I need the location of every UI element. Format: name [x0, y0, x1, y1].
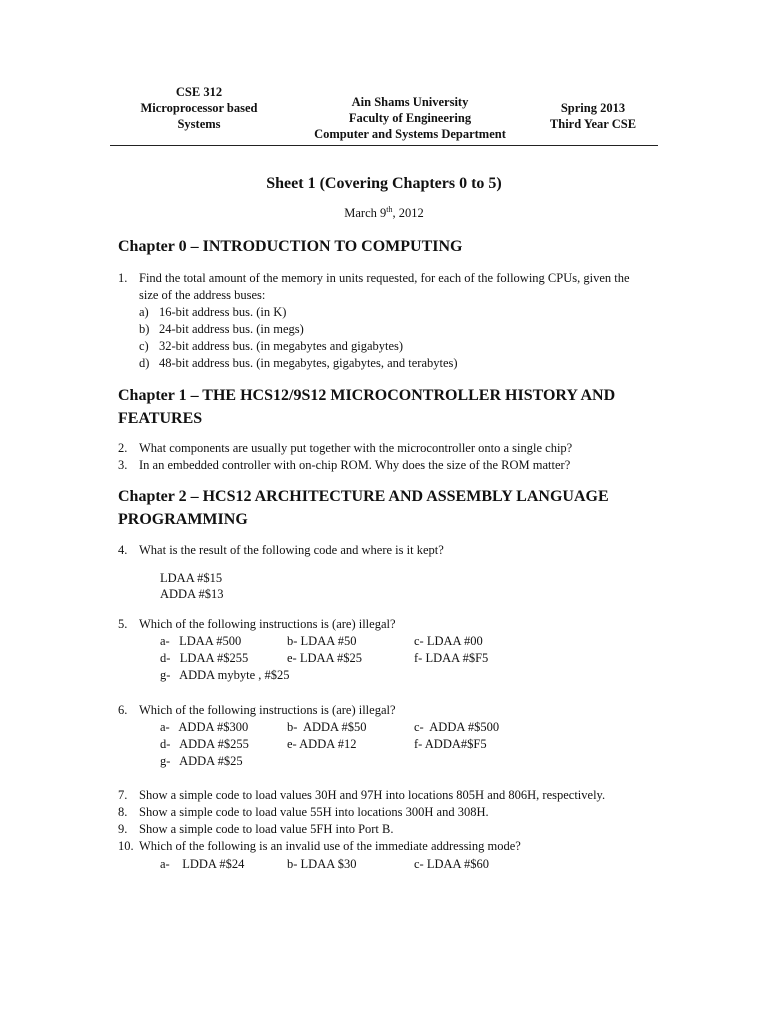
chapter-heading-line-cont: FEATURES: [118, 410, 203, 427]
q6-option-a: a- ADDA #$300: [160, 720, 249, 734]
university-name: Ain Shams University: [351, 95, 469, 109]
q10-option-a: a- LDDA #$24: [160, 857, 245, 871]
question-number: 4.: [118, 543, 128, 557]
question-number: 1.: [118, 271, 128, 285]
item-text: 48-bit address bus. (in megabytes, gigabytes, and terabytes): [159, 356, 458, 370]
date-suffix: th: [386, 204, 393, 214]
course-code: CSE 312: [175, 85, 223, 99]
q5-option-c: c- LDAA #00: [414, 634, 483, 648]
question-text: Which of the following is an invalid use of the immediate addressing mode?: [139, 839, 521, 853]
q1-item-c: [139, 338, 403, 355]
q5-option-a: a- LDAA #500: [160, 634, 242, 648]
chapter-1-heading: [118, 384, 658, 430]
question-number: 8.: [118, 805, 128, 819]
department-name: Computer and Systems Department: [314, 127, 506, 141]
q6-option-g: g- ADDA #$25: [160, 754, 243, 768]
q6-option-b: b- ADDA #$50: [287, 720, 367, 734]
item-letter: b): [139, 322, 150, 336]
date-month-day: March 9: [344, 206, 387, 220]
q5-option-d: d- LDAA #$255: [160, 651, 249, 665]
question-text: Show a simple code to load value 55H into locations 300H and 308H.: [139, 805, 489, 819]
q6-option-c: c- ADDA #$500: [414, 720, 500, 734]
question-text: What is the result of the following code and where is it kept?: [139, 543, 444, 557]
course-info: [124, 84, 274, 132]
question-number: 2.: [118, 441, 128, 455]
q6-option-f: f- ADDA#$F5: [414, 737, 487, 751]
q4-code-line-2: ADDA #$13: [160, 587, 224, 601]
question-text: Show a simple code to load values 30H and 97H into locations 805H and 806H, respectively.: [139, 788, 606, 802]
chapter-heading-line-cont: PROGRAMMING: [118, 511, 248, 528]
item-letter: a): [139, 305, 149, 319]
year-level: Third Year CSE: [549, 117, 637, 131]
q6-option-d: d- ADDA #$255: [160, 737, 249, 751]
question-text: Show a simple code to load value 5FH into Port B.: [139, 822, 394, 836]
sheet-title: Sheet 1 (Covering Chapters 0 to 5): [266, 175, 502, 192]
chapter-0-heading: [118, 235, 658, 258]
course-name-line1: Microprocessor based: [140, 101, 258, 115]
question-text: Which of the following instructions is (are) illegal?: [139, 703, 396, 717]
q10-option-b: b- LDAA $30: [287, 857, 357, 871]
date-year: , 2012: [392, 206, 424, 220]
item-letter: c): [139, 339, 149, 353]
institution-info: [290, 94, 530, 142]
question-number: 6.: [118, 703, 128, 717]
question-number: 10.: [118, 839, 134, 853]
q5-option-b: b- LDAA #50: [287, 634, 357, 648]
q5-option-g: g- ADDA mybyte , #$25: [160, 668, 290, 682]
sheet-date: [0, 206, 768, 221]
question-number: 5.: [118, 617, 128, 631]
q5-option-f: f- LDAA #$F5: [414, 651, 489, 665]
term-info: [528, 100, 658, 132]
q4-code-line-1: LDAA #$15: [160, 571, 223, 585]
faculty-name: Faculty of Engineering: [348, 111, 472, 125]
question-text-cont: size of the address buses:: [139, 288, 266, 302]
q1-item-d: [139, 355, 458, 372]
question-text: In an embedded controller with on-chip ROM. Why does the size of the ROM matter?: [139, 458, 571, 472]
question-text: What components are usually put together with the microcontroller onto a single chip?: [139, 441, 573, 455]
question-number: 3.: [118, 458, 128, 472]
q5-option-e: e- LDAA #$25: [287, 651, 362, 665]
question-text: Find the total amount of the memory in units requested, for each of the following CPUs, given the: [139, 271, 630, 285]
item-text: 16-bit address bus. (in K): [159, 305, 287, 319]
q1-item-b: [139, 321, 304, 338]
semester: Spring 2013: [560, 101, 626, 115]
item-text: 32-bit address bus. (in megabytes and gigabytes): [159, 339, 404, 353]
q10-option-c: c- LDAA #$60: [414, 857, 489, 871]
item-text: 24-bit address bus. (in megs): [159, 322, 304, 336]
question-text: Which of the following instructions is (are) illegal?: [139, 617, 396, 631]
q1-item-a: [139, 304, 286, 321]
course-name-line2: Systems: [177, 117, 221, 131]
chapter-heading-line: Chapter 2 – HCS12 ARCHITECTURE AND ASSEMBLY LANGUAGE: [118, 488, 609, 505]
q6-option-e: e- ADDA #12: [287, 737, 357, 751]
chapter-heading-line: Chapter 1 – THE HCS12/9S12 MICROCONTROLLER HISTORY AND: [118, 387, 616, 404]
header-divider: [110, 145, 658, 146]
chapter-heading-line: Chapter 0 – INTRODUCTION TO COMPUTING: [118, 238, 463, 255]
chapter-2-heading: [118, 485, 658, 531]
question-number: 7.: [118, 788, 128, 802]
document-header: [110, 84, 658, 144]
item-letter: d): [139, 356, 150, 370]
question-number: 9.: [118, 822, 128, 836]
